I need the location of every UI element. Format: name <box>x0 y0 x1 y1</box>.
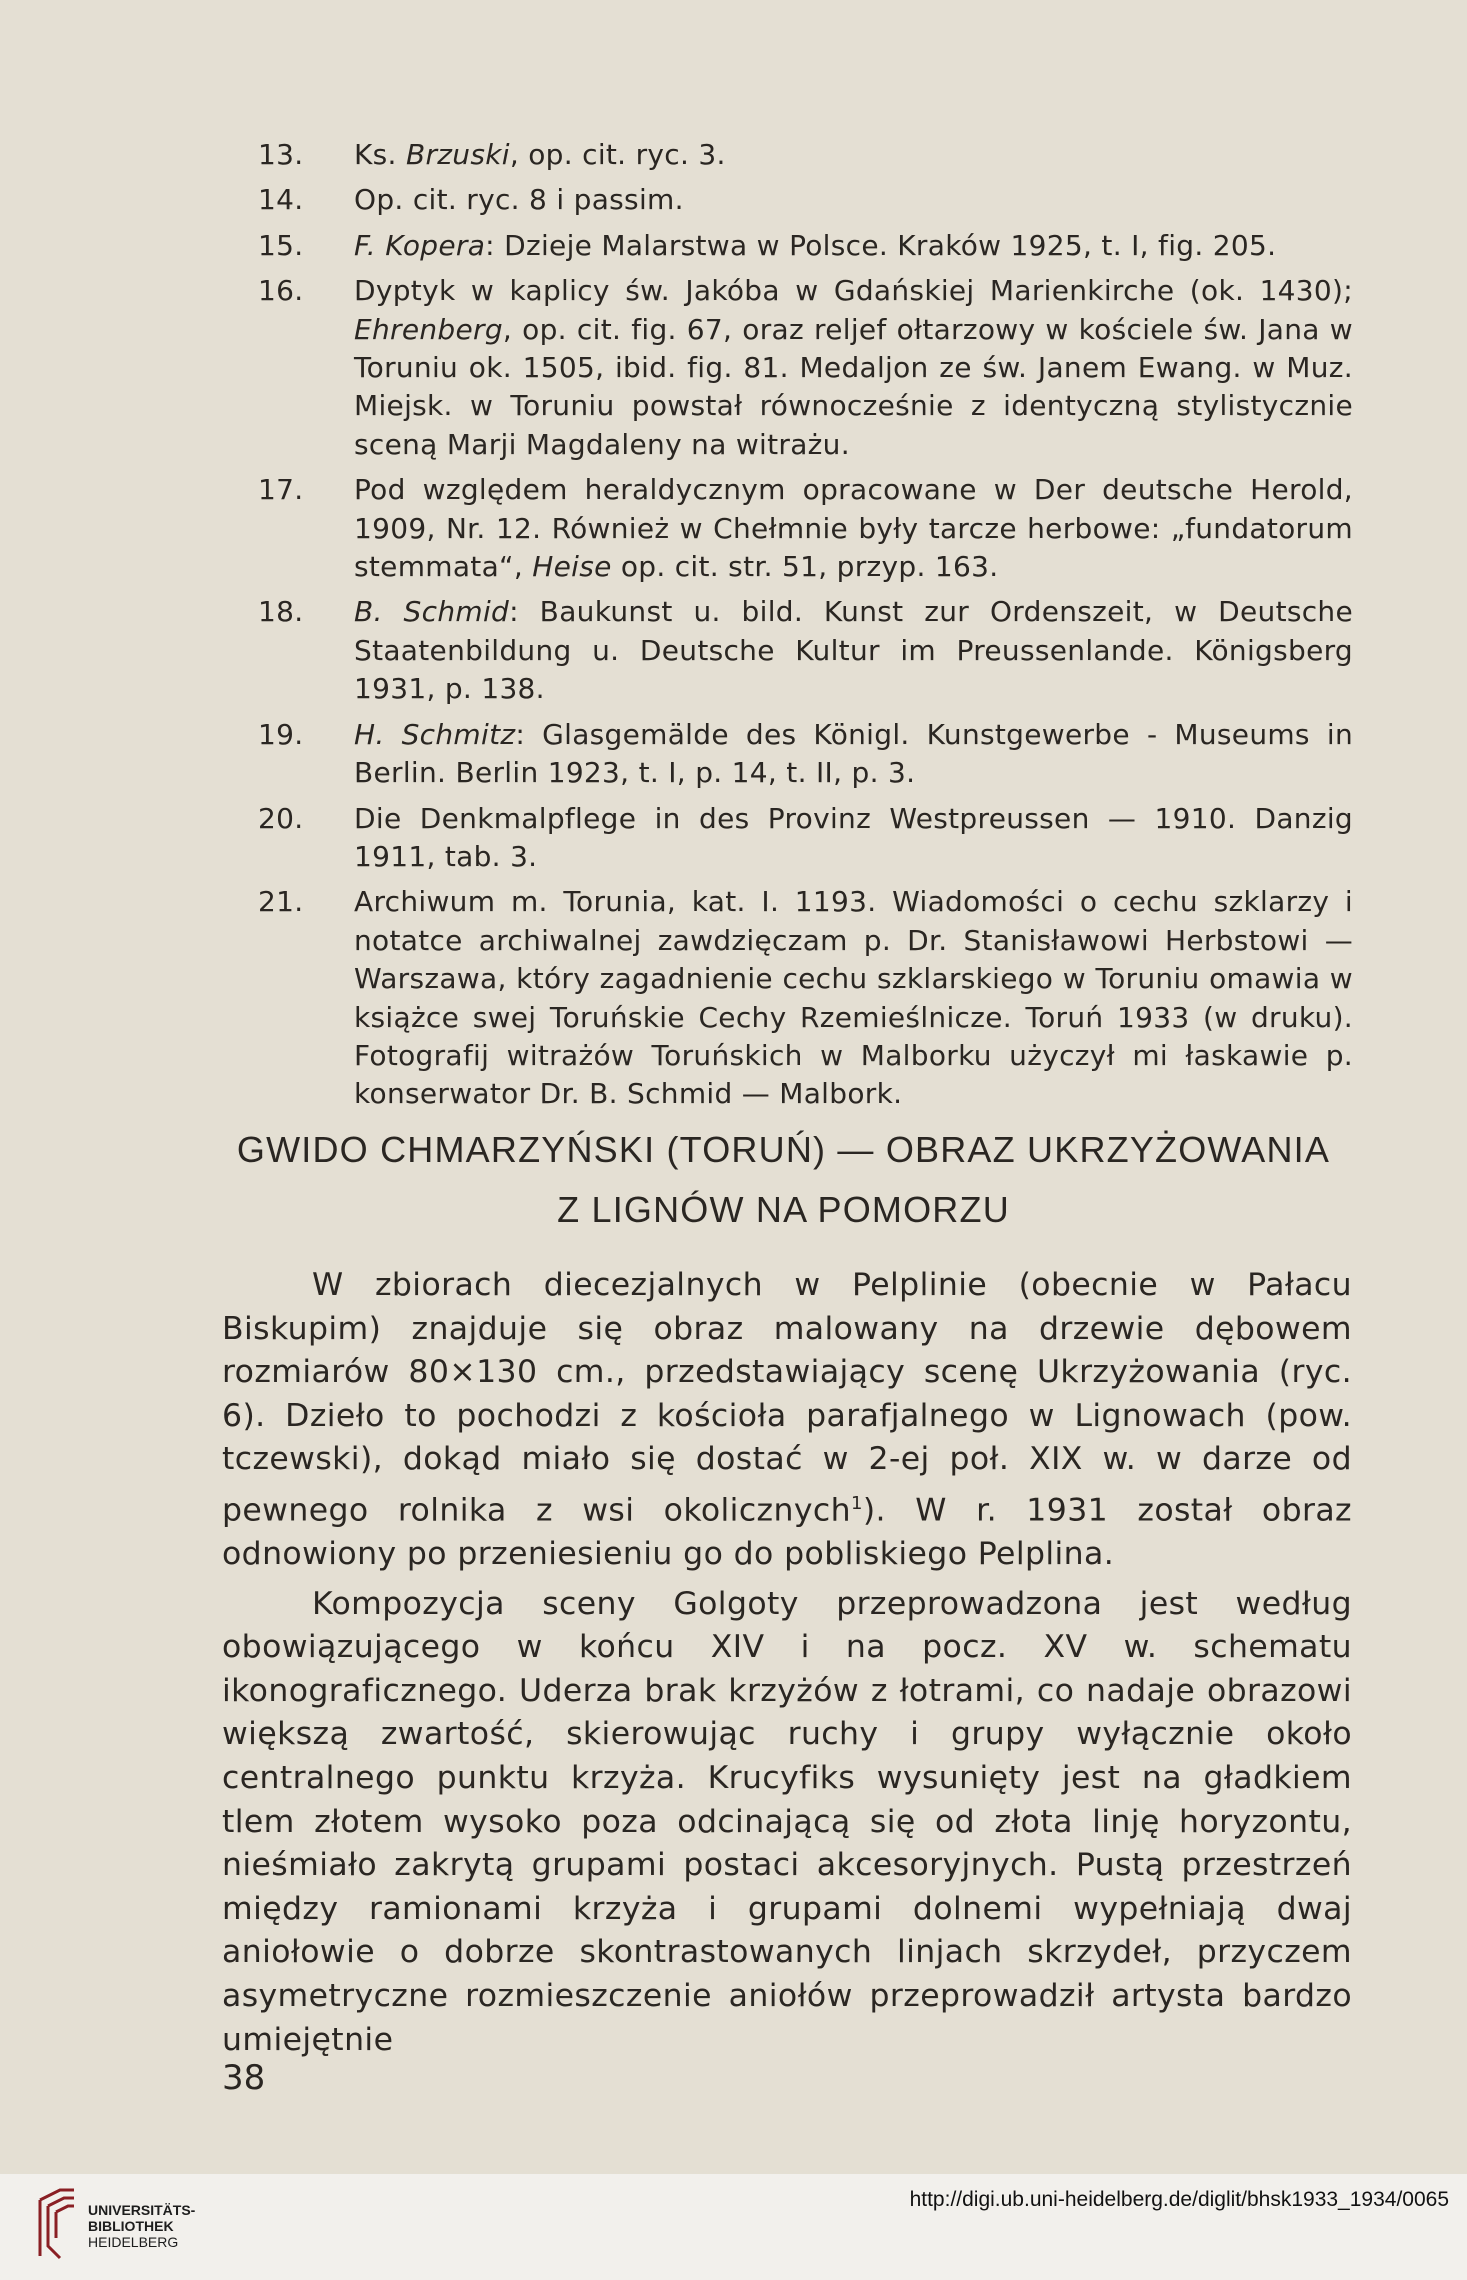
footnote-text: Ks. <box>354 138 406 171</box>
library-name <box>88 2202 195 2250</box>
footnote-number: 20. <box>258 801 304 835</box>
footnote-item <box>258 181 1353 219</box>
footnote-item <box>258 593 1353 708</box>
footnote-ref-1: 1 <box>850 1492 863 1514</box>
article-heading <box>200 1120 1367 1240</box>
footnote-text: Op. cit. ryc. 8 i passim. <box>354 183 684 217</box>
footnote-item <box>258 800 1353 877</box>
library-name-line-3: HEIDELBERG <box>88 2234 179 2250</box>
footnote-number: 18. <box>258 595 304 629</box>
footnote-text: , op. cit. ryc. 3. <box>509 138 726 171</box>
footnote-text: : Baukunst u. bild. Kunst zur Ordenszeit, w Deutsche Staatenbildung u. Deutsche Kultur im Preussenlande. Königsberg 1931, p. 138. <box>354 595 1353 706</box>
footnote-number: 16. <box>258 274 304 308</box>
footnote-author: Brzuski <box>405 138 510 171</box>
footnote-text: , op. cit. fig. 67, oraz reljef ołtarzowy w kościele św. Jana w Toruniu ok. 1505, ibid. fig. 81. Medaljon ze św. Janem Ewang. w Muz. Miejsk. w Toruniu powstał równocześnie z identyczną stylistycznie sceną Marji Magdaleny na witrażu. <box>354 312 1353 461</box>
footnote-number: 13. <box>258 138 304 171</box>
footnote-item <box>258 272 1353 464</box>
footnote-item <box>258 716 1353 793</box>
footnote-number: 19. <box>258 717 304 751</box>
footnote-number: 14. <box>258 183 304 217</box>
footnote-author: F. Kopera <box>354 228 486 262</box>
footnote-author: Heise <box>532 550 612 584</box>
footnote-number: 15. <box>258 228 304 262</box>
library-logo-icon <box>34 2186 82 2262</box>
footnote-number: 21. <box>258 885 304 919</box>
footnote-number: 17. <box>258 473 304 507</box>
footnote-text: Dyptyk w kaplicy św. Jakóba w Gdańskiej Marienkirche (ok. 1430); <box>354 274 1353 308</box>
body-paragraph-2: Kompozycja sceny Golgoty przeprowadzona jest według obowiązującego w końcu XIV i na pocz. XV w. schematu ikonograficznego. Uderza brak krzyżów z łotrami, co nadaje obrazowi większą zwartość, skierowując ruchy i grupy wyłącznie około centralnego punktu krzyża. Krucyfiks wysunięty jest na gładkiem tlem złotem wysoko poza odcinającą się od złota linję horyzontu, nieśmiało zakrytą grupami postaci akcesoryjnych. Pustą przestrzeń między ramionami krzyża i grupami dolnemi wypełniają dwaj aniołowie o dobrze skontrastowanych linjach skrzydeł, przyczem asymetryczne rozmieszczenie aniołów przeprowadził artysta bardzo umiejętnie <box>222 1585 1352 2058</box>
footnote-item <box>258 471 1353 586</box>
article-body <box>222 1264 1352 2068</box>
footnotes-list <box>258 136 1353 1121</box>
footnote-text: : Dzieje Malarstwa w Polsce. Kraków 1925, t. I, fig. 205. <box>485 228 1277 262</box>
library-name-line-2: BIBLIOTHEK <box>88 2218 174 2234</box>
footnote-item <box>258 227 1353 265</box>
footnote-author: B. Schmid <box>354 595 510 629</box>
footnote-text: Die Denkmalpflege in des Provinz Westpreussen — 1910. Danzig 1911, tab. 3. <box>354 801 1353 873</box>
footnote-author: H. Schmitz <box>354 717 516 751</box>
source-url-link[interactable]: http://digi.ub.uni-heidelberg.de/diglit/bhsk1933_1934/0065 <box>909 2188 1449 2211</box>
article-heading-line-1: GWIDO CHMARZYŃSKI (TORUŃ) — OBRAZ UKRZYŻOWANIA <box>236 1129 1331 1170</box>
library-name-line-1: UNIVERSITÄTS- <box>88 2202 196 2218</box>
footnote-item <box>258 136 1353 174</box>
footnote-author: Ehrenberg <box>354 312 503 346</box>
footnote-text: : Glasgemälde des Königl. Kunstgewerbe - Museums in Berlin. Berlin 1923, t. I, p. 14, t. II, p. 3. <box>354 717 1353 790</box>
body-paragraph-1-text: W zbiorach diecezjalnych w Pelplinie (obecnie w Pałacu Biskupim) znajduje się obraz malowany na drzewie dębowem rozmiarów 80×130 cm., przedstawiający scenę Ukrzyżowania (ryc. 6). Dzieło to pochodzi z kościoła parafjalnego w Lignowach (pow. tczewski), dokąd miało się dostać w 2-ej poł. XIX w. w darze od pewnego rolnika z wsi okolicznych <box>222 1267 1352 1529</box>
footnote-text: op. cit. str. 51, przyp. 163. <box>611 550 999 584</box>
page-number: 38 <box>222 2058 266 2098</box>
article-heading-line-2: Z LIGNÓW NA POMORZU <box>557 1189 1010 1230</box>
footnote-item <box>258 883 1353 1113</box>
footnote-text: Archiwum m. Torunia, kat. I. 1193. Wiadomości o cechu szklarzy i notatce archiwalnej zawdzięczam p. Dr. Stanisławowi Herbstowi — Warszawa, który zagadnienie cechu szklarskiego w Toruniu omawia w książce swej Toruńskie Cechy Rzemieślnicze. Toruń 1933 (w druku). Fotografij witrażów Toruńskich w Malborku użyczył mi łaskawie p. konserwator Dr. B. Schmid — Malbork. <box>354 885 1353 1111</box>
footnote-text: Pod względem heraldycznym opracowane w Der deutsche Herold, 1909, Nr. 12. Również w Chełmnie były tarcze herbowe: „fundatorum stemmata“, <box>354 473 1353 584</box>
body-paragraph-1 <box>222 1264 1352 1577</box>
body-paragraph-1-continued: ). W r. 1931 został obraz odnowiony po przeniesieniu go do pobliskiego Pelplina. <box>222 1492 1352 1573</box>
